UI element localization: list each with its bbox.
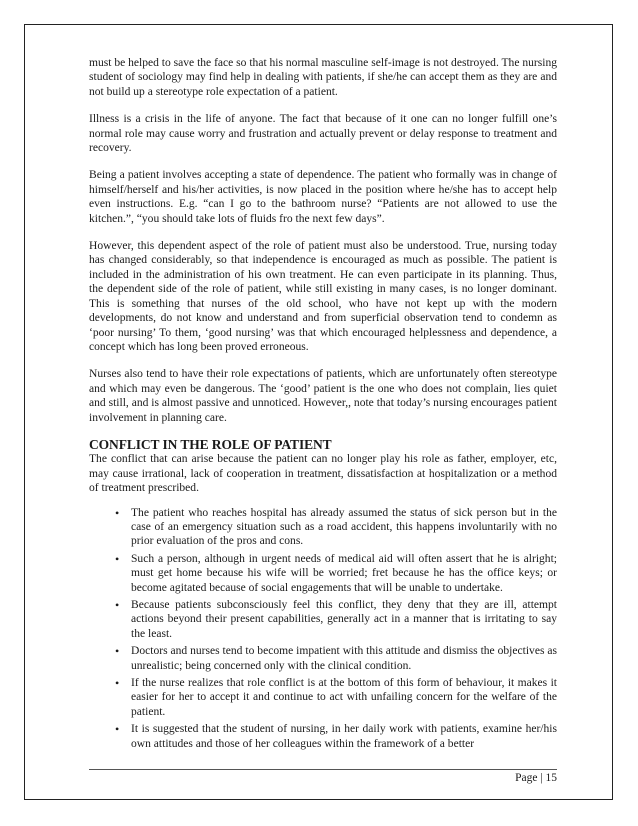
paragraph-role-expectations: Nurses also tend to have their role expectations of patients, which are unfortunately often stereotype and which may even be dangerous. The ‘good’ patient is the one who does not complain, lies quiet and still, and is almost passive and unnoticed. However,, note that today’s nursing encourages patient involvement in planning care. — [89, 368, 557, 424]
list-item — [117, 644, 557, 673]
list-item-text: Because patients subconsciously feel this conflict, they deny that they are ill, attempt actions beyond their present capabilities, generally act in a manner that is irritating to say the least. — [131, 599, 557, 640]
bullet-icon: • — [115, 598, 120, 612]
bullet-icon: • — [115, 676, 120, 691]
section-heading: CONFLICT IN THE ROLE OF PATIENT — [89, 436, 332, 452]
list-item-text: If the nurse realizes that role conflict is at the bottom of this form of behaviour, it makes it easier for her to accept it and continue to act with unfailing concern for the welfare of the patient. — [131, 677, 557, 718]
list-item — [117, 506, 557, 549]
list-item — [117, 552, 557, 595]
bullet-icon: • — [115, 505, 120, 520]
bullet-icon: • — [115, 644, 120, 659]
paragraph-illness-crisis: Illness is a crisis in the life of anyone. The fact that because of it one can no longer fulfill one’s normal role may cause worry and frustration and actually prevent or delay response to treatment and recovery. — [89, 113, 557, 155]
paragraph-face-saving: must be helped to save the face so that his normal masculine self-image is not destroyed. The nursing student of sociology may find help in dealing with patients, if she/he can accept them as they are and not build up a stereotype role expectation of a patient. — [89, 57, 557, 98]
document-body — [89, 56, 557, 754]
list-item-text: It is suggested that the student of nursing, in her daily work with patients, examine her/his own attitudes and those of her colleagues within the framework of a better — [131, 723, 557, 750]
bullet-icon: • — [115, 722, 120, 737]
list-item — [117, 598, 557, 641]
list-item-text: Doctors and nurses tend to become impatient with this attitude and dismiss the objectives as unrealistic; being concerned only with the clinical condition. — [131, 645, 557, 672]
paragraph-dependent-aspect: However, this dependent aspect of the role of patient must also be understood. True, nursing today has changed considerably, so that independence is encouraged as much as possible. The patient is included in the administration of his own treatment. He can even participate in its planning. Thus, the dependent side of the role of patient, while still existing in many cases, is no longer dominant. This is something that nurses of the old school, who have not kept up with the modern developments, do not know and understand and from superficial observation tend to condemn as ‘poor nursing’ To them, ‘good nursing’ was that which encouraged helplessness and dependence, a concept which has long been proved erroneous. — [89, 240, 557, 353]
list-item-text: Such a person, although in urgent needs of medical aid will often assert that he is alright; must get home because his wife will be worried; fret because he has the office keys; or become agitated because of social engagements that will be unable to undertake. — [131, 552, 557, 594]
list-item — [117, 722, 557, 751]
list-item-text: The patient who reaches hospital has already assumed the status of sick person but in the case of an emergency situation such as a road accident, this happens involuntarily with no prior evaluation of the pros and cons. — [131, 506, 557, 548]
page-footer — [89, 769, 557, 784]
list-item — [117, 676, 557, 719]
bullet-list — [89, 506, 557, 752]
page-number: Page | 15 — [515, 772, 557, 784]
bullet-icon: • — [115, 551, 120, 566]
section-intro: The conflict that can arise because the patient can no longer play his role as father, employer, etc, may cause irrational, lack of cooperation in treatment, dissatisfaction at hospitalization or a method of treatment prescribed. — [89, 453, 557, 495]
paragraph-dependence: Being a patient involves accepting a state of dependence. The patient who formally was in change of himself/herself and his/her activities, is now placed in the position where he/she has to accept help even instructions. E.g. “can I go to the bathroom nurse? “Patients are not allowed to use the kitchen.”, “you should take lots of fluids fro the next few days”. — [89, 169, 557, 225]
